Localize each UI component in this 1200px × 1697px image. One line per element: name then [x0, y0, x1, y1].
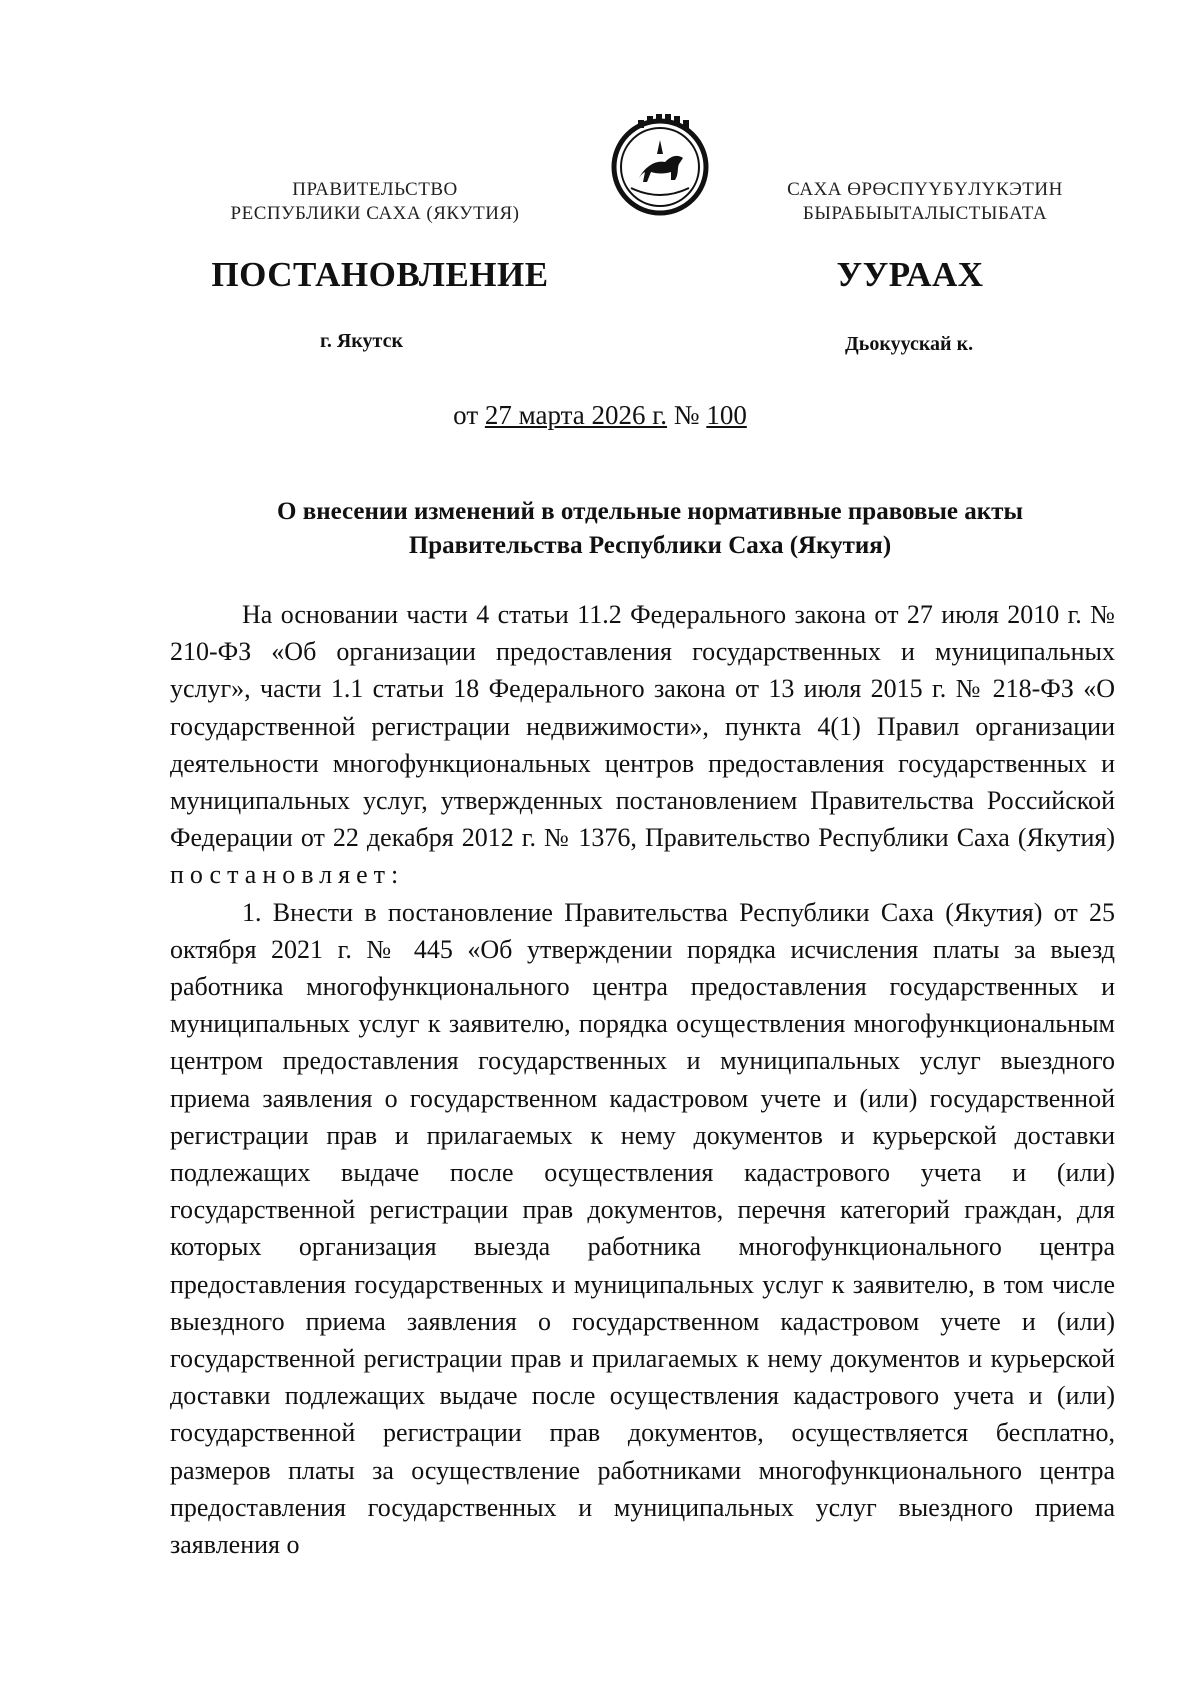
- preamble-text: На основании части 4 статьи 11.2 Федерального закона от 27 июля 2010 г. № 210-ФЗ «Об организации предоставления государственных и муниципальных услуг», части 1.1 статьи 18 Федерального закона от 13 июля 2015 г. № 218-ФЗ «О государственной регистрации недвижимости», пункта 4(1) Правил организации деятельности многофункциональных центров предоставления государственных и муниципальных услуг, утвержденных постановлением Правительства Российской Федерации от 22 декабря 2012 г. № 1376, Правительство Республики Саха (Якутия): [170, 600, 1115, 853]
- document-number: 100: [706, 400, 747, 430]
- title-sakha: УУРААХ: [836, 255, 984, 294]
- header-right-line1: САХА ӨРӨСПҮҮБҮЛҮКЭТИН: [787, 179, 1063, 200]
- date-prefix: от: [453, 400, 485, 430]
- document-date-line: [0, 400, 1200, 431]
- heading-line1: О внесении изменений в отдельные нормативные правовые акты: [277, 498, 1023, 525]
- header-left: [190, 178, 560, 226]
- document-body: [170, 596, 1115, 1563]
- document-heading: [170, 495, 1130, 563]
- title-ru: ПОСТАНОВЛЕНИЕ: [211, 255, 549, 294]
- paragraph-item-1: 1. Внести в постановление Правительства Республики Саха (Якутия) от 25 октября 2021 г. № 445 «Об утверждении порядка исчисления платы за выезд работника многофункционального центра предоставления государственных и муниципальных услуг к заявителю, порядка осуществления многофункциональным центром предоставления государственных и муниципальных услуг выездного приема заявления о государственном кадастровом учете и (или) государственной регистрации прав и прилагаемых к нему документов и курьерской доставки подлежащих выдаче после осуществления кадастрового учета и (или) государственной регистрации прав документов, перечня категорий граждан, для которых организация выезда работника многофункционального центра предоставления государственных и муниципальных услуг к заявителю, в том числе выездного приема заявления о государственном кадастровом учете и (или) государственной регистрации прав и прилагаемых к нему документов и курьерской доставки подлежащих выдаче после осуществления кадастрового учета и (или) государственной регистрации прав документов, осуществляется бесплатно, размеров платы за осуществление работниками многофункционального центра предоставления государственных и муниципальных услуг выездного приема заявления о: [170, 897, 1115, 1560]
- city-ru: г. Якутск: [320, 330, 403, 352]
- heading-line2: Правительства Республики Саха (Якутия): [408, 532, 892, 559]
- number-label: №: [667, 400, 707, 430]
- header-left-line1: ПРАВИТЕЛЬСТВО: [292, 179, 458, 200]
- city-sakha: Дьокуускай к.: [845, 333, 974, 355]
- resolves-word: постановляет:: [170, 860, 405, 890]
- header-right: [740, 178, 1110, 226]
- paragraph-preamble: [170, 596, 1115, 894]
- header-right-line2: БЫРАБЫЫТАЛЫСТЫБАТА: [802, 203, 1048, 224]
- header-left-line2: РЕСПУБЛИКИ САХА (ЯКУТИЯ): [230, 203, 520, 224]
- document-date: 27 марта 2026 г.: [484, 400, 668, 430]
- emblem-of-sakha-icon: [605, 110, 715, 220]
